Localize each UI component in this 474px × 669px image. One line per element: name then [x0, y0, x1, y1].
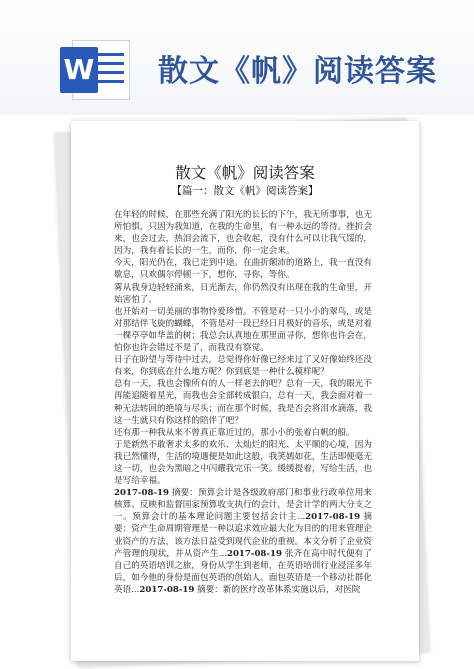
paragraph: 在年轻的时候，在那些充满了阳光的长长的下午，我无所事事，也无所怕惧，只因为我知道，在我的生命里，有一种永远的等待。挫折会来，也会过去，热泪会流下，也会收起，没有什么可以让我气馁的，因为，我有着长长的一生，而你，你一定会来。 — [114, 210, 372, 257]
paragraph: 总有一天，我也会像所有的人一样老去的吧？总有一天，我的眼光不再能追随着星光，而我也会全部转成银白，总有一天，我会面对着一种无法转回的绝境与尽头；而在那个时候，我是否会将泪水滴落，我这一生就只有你这样的陪伴了吧？ — [114, 379, 372, 426]
entry-date: 2017-08-19 — [139, 584, 195, 595]
paragraph: 今天，阳光仍在，我已走到中途。在曲折颠沛的道路上，我一直没有歇息，只欢偶尔停顿一下，想你，寻你，等你。 — [114, 258, 372, 281]
document-page — [71, 121, 419, 661]
entry-text: 张齐在高中时代便有了自己的英语培训之旅，身份从学生到老师，在英语培训行业浸淫多年后，如今他的身份是面包英语的创始人。面包英语是一个移动社群化英语... — [114, 548, 372, 595]
entry-date: 2017-08-19 — [226, 548, 282, 559]
page-header — [0, 0, 474, 115]
word-letter-badge: W — [60, 47, 98, 93]
paragraph: 日子在盼望与等待中过去，总觉得你好像已经来过了又好像始终还没有来，你到底在什么地方呢？你到底是一种什么模样呢？ — [114, 355, 372, 378]
entry-text: 摘要：资产生命周期管理是一种以追求效应最大化为目的的用来管理企业资产的方法，该方法日益受到现代企业的重视。本文分析了企业资产管理的现状，并从资产生... — [114, 512, 373, 559]
paragraph: 也开始对一切美丽的事物怜爱珍惜。不管是对一只小小的翠鸟，或是对那结伴飞旋的蝴蝶，不管是对一段已经日月极好的音乐，或是对着一棵亭亭如华盖的树；我总会认真地在那里面寻你，想你也许会在，怕你也许会错过不是了，而我没有察觉。 — [114, 306, 372, 354]
entry-text: 摘要：新的医疗改革体系实施以后，对医院 — [194, 584, 361, 595]
word-document-icon — [60, 40, 130, 100]
document-subtitle: 【篇一：散文《帆》阅读答案】 — [171, 185, 319, 197]
header-title: 散文《帆》阅读答案 — [158, 54, 437, 89]
entry-date: 2017-08-19 — [305, 512, 361, 523]
paragraph: 雾从我身边轻轻涌来，日光渐去，你仍然没有出现在我的生命里，开始害怕了。 — [114, 282, 372, 305]
summary-entries — [114, 487, 372, 596]
paragraph: 于是新然不敢奢求太多的欢乐、太灿烂的阳光、太平顺的心境，因为我已然懂得，生活的境遇便是如此这般，我笑嫣如花，生活即便毫无这一切，也会为黑暗之中闪耀我完乐一笑。缓缓提着，写给生活，也是写给幸福。 — [114, 439, 372, 487]
entry-date: 2017-08-19 — [114, 488, 169, 499]
document-body — [114, 209, 372, 596]
document-title: 散文《帆》阅读答案 — [175, 164, 315, 182]
entry-text: 摘要：预算会计是各级政府部门和事业行政单位用来核算、反映和监督国家预算收支执行的会计，是会计学的两大分支之一。预算会计的基本理论问题主要包括会计主... — [114, 488, 372, 523]
paragraph: 还有那一种我从来不曾真正靠近过的，那小小的张着白帆的船。 — [114, 427, 355, 438]
